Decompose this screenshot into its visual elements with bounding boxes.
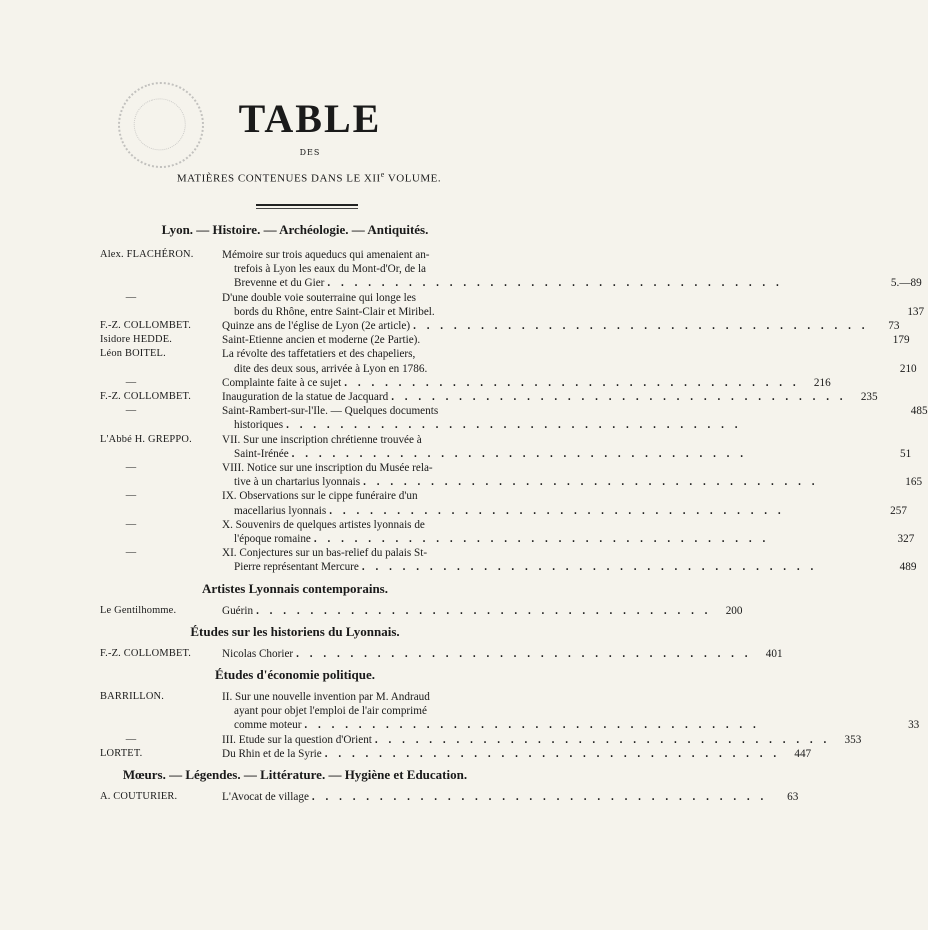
page-number: 73 [888,320,900,333]
entry-description [222,546,916,574]
entry-line [222,690,919,704]
entry-line [222,518,914,532]
page-number [889,347,917,361]
toc-entry [100,347,917,375]
dot-leader [283,418,899,432]
dot-leader [388,390,849,404]
entry-text: bords du Rhône, entre Saint-Clair et Miribel. [234,305,435,318]
dot-leader [410,319,871,333]
toc-entry [100,291,925,319]
section-heading: Lyon. — Histoire. — Archéologie. — Antiquités. [161,222,429,237]
entry-description [222,319,899,333]
entry-line [222,404,928,418]
section-heading: Études d'économie politique. [215,667,375,683]
page-number [896,291,924,305]
entry-description [222,376,831,390]
entry-line [222,418,928,432]
entry-text: macellarius lyonnais [234,504,327,517]
page-number [891,262,919,276]
entry-text: Saint-Irénée [234,447,289,460]
entry-author: Isidore HEDDE. [100,334,173,346]
entry-text: VII. Sur une inscription chrétienne trouvée à [222,433,422,446]
entry-line [222,447,911,461]
entry-description [222,733,861,747]
toc-entry [100,461,923,489]
toc-entry [100,433,912,461]
section-heading: Études sur les historiens du Lyonnais. [190,623,400,639]
entry-author: Léon BOITEL. [100,348,166,360]
decorative-rule [256,204,358,206]
dot-leader [324,276,891,290]
entry-line [222,291,924,305]
page-number: 447 [794,747,812,760]
entry-line [222,747,811,761]
dot-leader [301,718,891,732]
dot-leader [360,475,894,489]
page-number: 33 [908,719,920,732]
dot-leader [372,733,833,747]
entry-description [222,604,742,618]
entry-text: dite des deux sous, arrivée à Lyon en 1786. [234,362,428,375]
entry-text: X. Souvenirs de quelques artistes lyonnais de [222,518,425,531]
subtitle-text: MATIÈRES CONTENUES DANS LE XII [176,172,381,185]
page-subtitle [0,170,600,185]
entry-line [222,276,922,290]
page-number: 216 [813,376,831,389]
entry-line [222,733,861,747]
entry-line [222,390,878,404]
toc-entry [100,376,831,390]
toc-entry [100,790,799,804]
dot-leader [326,504,879,518]
toc-entry [100,546,917,574]
entry-description [222,747,811,761]
entry-author: — [125,547,137,559]
page-number [894,461,922,475]
entry-author: F.-Z. COLLOMBET. [100,647,192,659]
dot-leader [289,447,883,461]
entry-description [222,333,910,347]
entry-line [222,604,742,618]
entry-line [222,461,922,475]
entry-line [222,333,910,347]
entry-text: tive à un chartarius lyonnais [234,476,361,489]
entry-description [222,461,922,489]
entry-line [222,248,919,262]
page-number [891,690,919,704]
entry-text: La révolte des taffetatiers et des chapeliers, [222,348,416,361]
entry-author: F.-Z. COLLOMBET. [100,391,192,403]
entry-line [222,319,899,333]
page-title: TABLE [238,96,382,141]
entry-line [222,433,911,447]
subtitle-text-end: VOLUME. [384,172,442,185]
entry-author: L'Abbé H. GREPPO. [100,433,192,445]
subtitle-superscript: e [380,170,385,179]
entry-line [222,504,907,518]
entry-text: IX. Observations sur le cippe funéraire d'un [222,490,418,503]
entry-text: comme moteur [234,719,302,732]
entry-text: l'époque romaine [234,533,311,546]
toc-entry [100,333,910,347]
entry-description [222,433,911,461]
page-number: 210 [899,362,917,375]
toc-entry [100,647,783,661]
entry-text: Du Rhin et de la Syrie [222,747,322,760]
entry-line [222,362,917,376]
entry-author: BARRILLON. [100,691,165,703]
entry-line [222,532,914,546]
dot-leader [309,790,770,804]
dot-leader [311,532,886,546]
entry-author: F.-Z. COLLOMBET. [100,320,192,332]
entry-author: — [125,490,137,502]
page-number: 63 [787,791,799,804]
entry-text: historiques [234,419,284,432]
entry-author: A. COUTURIER. [100,791,178,803]
entry-line [222,647,783,661]
toc-entry [100,604,743,618]
page-number: 200 [725,604,743,617]
entry-text: Pierre représentant Mercure [234,561,359,574]
entry-description [222,790,798,804]
toc-entry [100,319,900,333]
entry-description [222,489,907,517]
entry-author: — [125,376,137,388]
entry-text: Saint-Etienne ancien et moderne (2e Partie). [222,334,421,347]
dot-leader [341,376,802,390]
entry-text: Inauguration de la statue de Jacquard [222,391,389,404]
dot-leader [253,604,714,618]
toc-entry [100,404,928,432]
entry-line [222,546,916,560]
dot-leader [322,747,783,761]
entry-description [222,690,919,733]
page-number: 5.—89 [890,277,922,290]
entry-text: III. Etude sur la question d'Orient [222,733,372,746]
toc-entry [100,248,922,291]
page-number: 485 [910,405,928,418]
toc-entry [100,489,907,517]
page-number [886,518,914,532]
entry-description [222,404,928,432]
entry-text: Mémoire sur trois aqueducs qui amenaient an- [222,249,430,261]
toc-entry [100,390,878,404]
section-heading: Mœurs. — Légendes. — Littérature. — Hygiène et Education. [122,767,468,783]
page-number: 165 [905,476,923,489]
page-number [900,418,928,432]
entry-description [222,291,924,319]
page-number [891,704,919,718]
entry-text: Quinze ans de l'église de Lyon (2e article) [222,320,411,333]
entry-text: L'Avocat de village [222,791,309,804]
page-number: 137 [907,305,925,318]
entry-author: — [125,518,137,530]
page-number: 353 [844,733,862,746]
entry-line [222,347,917,361]
entry-text: Saint-Rambert-sur-l'Ile. — Quelques documents [222,405,439,418]
entry-text: Nicolas Chorier [222,647,294,660]
entry-text: D'une double voie souterraine qui longe les [222,291,417,304]
entry-text: II. Sur une nouvelle invention par M. Andraud [222,691,430,704]
page-number: 235 [860,391,878,404]
page-number [883,433,911,447]
toc-entry [100,747,812,761]
entry-text: Brevenne et du Gier [234,277,325,290]
entry-line [222,718,919,732]
entry-author: — [125,405,137,417]
entry-description [222,647,783,661]
page-number: 401 [765,647,783,660]
entry-text: VIII. Notice sur une inscription du Musée rela- [222,462,433,475]
entry-description [222,518,914,546]
entry-author: Alex. FLACHÉRON. [100,249,194,260]
entry-description [222,248,922,291]
entry-text: Guérin [222,604,254,617]
toc-entry [100,518,915,546]
dot-leader [293,647,754,661]
entry-line [222,489,907,503]
page-number: 327 [897,533,915,546]
entry-description [222,390,878,404]
entry-line [222,560,916,574]
entry-line [222,704,919,718]
page-number: 51 [899,447,912,460]
entry-author: LORTET. [100,747,143,759]
entry-text: trefois à Lyon les eaux du Mont-d'Or, de la [234,263,427,276]
page-number: 257 [890,504,907,517]
dot-leader [359,560,889,574]
entry-author: Le Gentilhomme. [100,604,177,616]
section-heading: Artistes Lyonnais contemporains. [202,580,388,596]
entry-line [222,475,922,489]
entry-text: ayant pour objet l'emploi de l'air comprimé [234,705,427,718]
page-number: 489 [899,561,917,574]
entry-text: XI. Conjectures sur un bas-relief du palais St- [222,547,428,560]
page-number [891,248,919,262]
table-of-contents [100,222,928,804]
page-number: 179 [892,334,910,347]
entry-author: — [125,733,137,745]
entry-line [222,305,924,319]
entry-author: — [125,462,137,474]
entry-line [222,376,831,390]
entry-line [222,262,919,276]
toc-entry [100,733,862,747]
title-des: DES [299,148,321,157]
entry-author: — [125,291,137,303]
entry-text: Complainte faite à ce sujet [222,376,342,389]
entry-line [222,790,798,804]
toc-entry [100,690,920,733]
entry-description [222,347,917,375]
page-number [879,489,907,503]
page-number [888,546,916,560]
